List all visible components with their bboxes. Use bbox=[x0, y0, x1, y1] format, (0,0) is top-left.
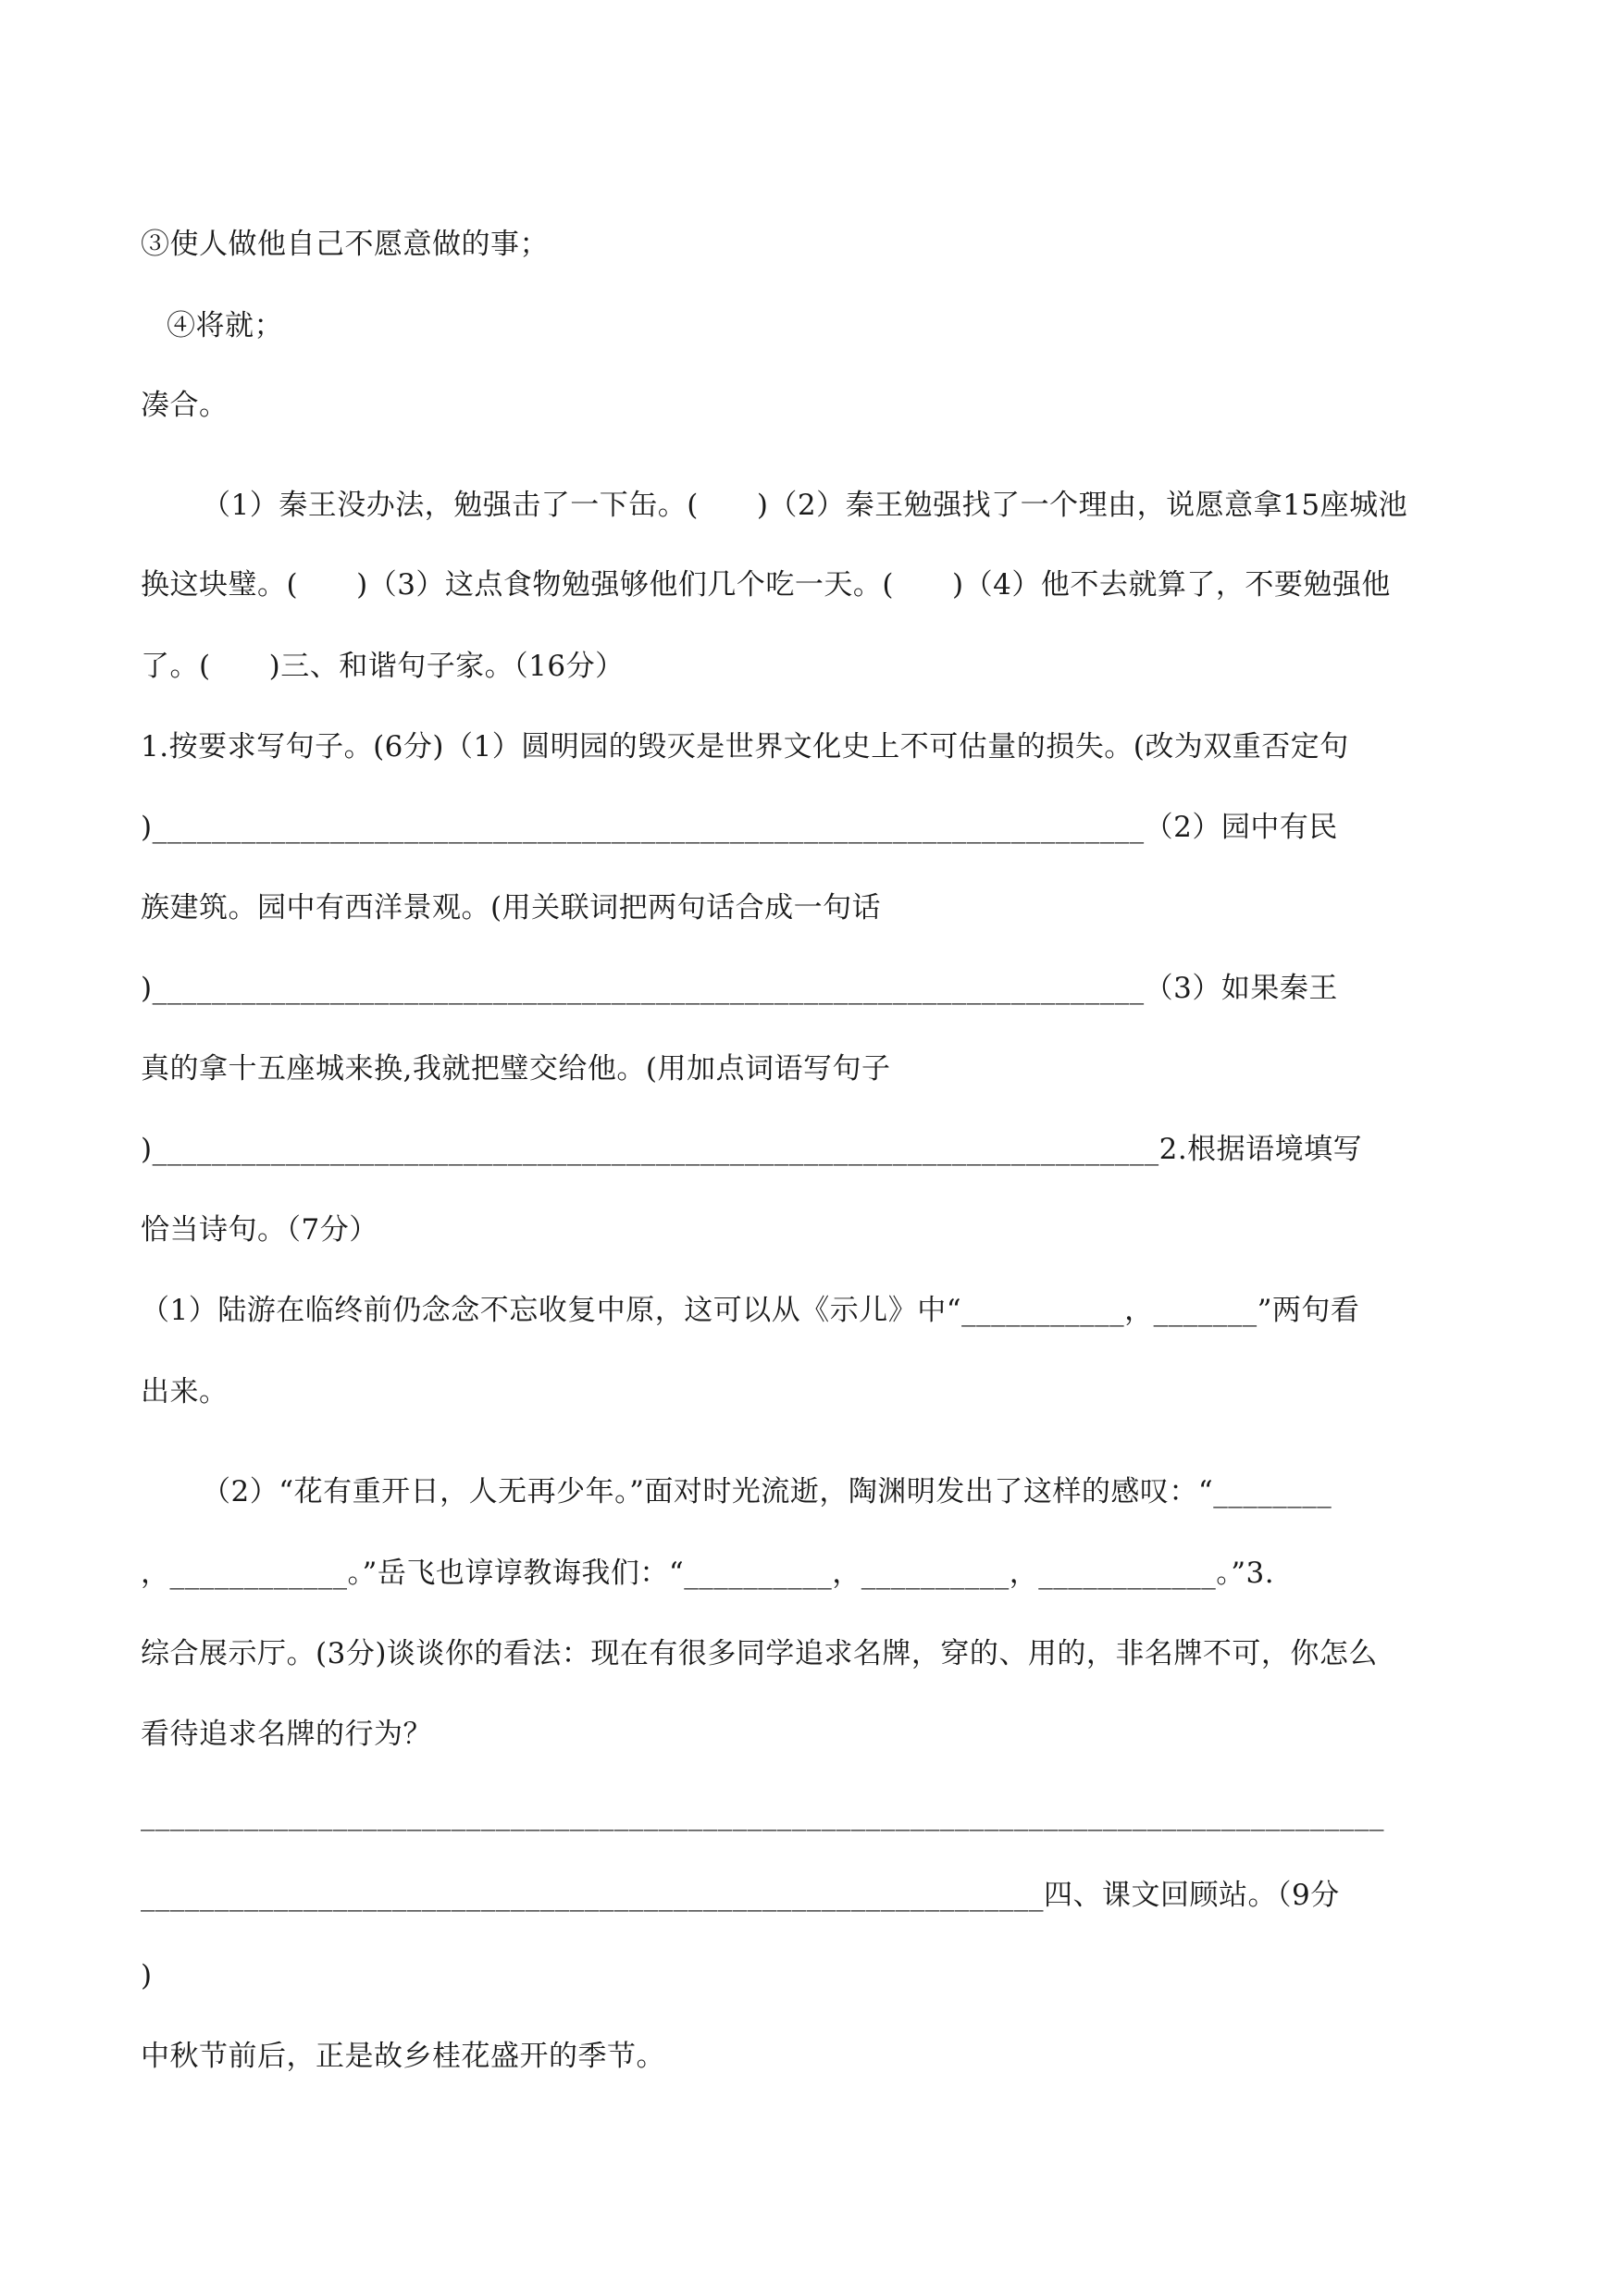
text-line-4: （1）秦王没办法，勉强击了一下缶。( )（2）秦王勉强找了一个理由，说愿意拿15座城池 bbox=[202, 489, 1408, 522]
text-line-3: 凑合。 bbox=[141, 389, 229, 422]
text-line-19: 看待追求名牌的行为？ bbox=[141, 1718, 432, 1751]
text-line-10: )___________________________________________________________________（3）如果秦王 bbox=[141, 972, 1338, 1005]
text-line-12: )____________________________________________________________________2.根据语境填写 bbox=[141, 1133, 1363, 1166]
text-line-6: 了。( )三、和谐句子家。（16分） bbox=[141, 650, 625, 683]
text-line-22: ) bbox=[141, 1959, 153, 1992]
text-line-9: 族建筑。园中有西洋景观。(用关联词把两句话合成一句话 bbox=[141, 891, 882, 925]
text-line-5: 换这块璧。( )（3）这点食物勉强够他们几个吃一天。( )（4）他不去就算了，不要勉强他 bbox=[141, 568, 1391, 602]
text-line-16: （2）“花有重开日，人无再少年。”面对时光流逝，陶渊明发出了这样的感叹：“________ bbox=[202, 1475, 1332, 1508]
text-line-23: 中秋节前后，正是故乡桂花盛开的季节。 bbox=[141, 2040, 665, 2073]
text-line-11: 真的拿十五座城来换,我就把璧交给他。(用加点词语写句子 bbox=[141, 1052, 891, 1086]
text-line-1: ③使人做他自己不愿意做的事； bbox=[141, 228, 549, 261]
text-line-7: 1.按要求写句子。(6分)（1）圆明园的毁灭是世界文化史上不可估量的损失。(改为双重否定句 bbox=[141, 730, 1349, 763]
text-line-13: 恰当诗句。（7分） bbox=[141, 1213, 378, 1247]
text-line-8: )___________________________________________________________________（2）园中有民 bbox=[141, 811, 1338, 844]
text-line-14: （1）陆游在临终前仍念念不忘收复中原，这可以从《示儿》中“___________，_______”两句看 bbox=[141, 1294, 1360, 1327]
text-line-18: 综合展示厅。(3分)谈谈你的看法：现在有很多同学追求名牌，穿的、用的，非名牌不可，你怎么 bbox=[141, 1637, 1378, 1670]
text-line-15: 出来。 bbox=[141, 1375, 229, 1409]
text-line-20: ____________________________________________________________________________________ bbox=[141, 1798, 1384, 1831]
text-line-21: _____________________________________________________________四、课文回顾站。（9分 bbox=[141, 1879, 1340, 1912]
text-line-17: ，____________。”岳飞也谆谆教诲我们：“__________，__________，____________。”3. bbox=[141, 1557, 1275, 1590]
text-line-2: ④将就； bbox=[167, 309, 283, 342]
